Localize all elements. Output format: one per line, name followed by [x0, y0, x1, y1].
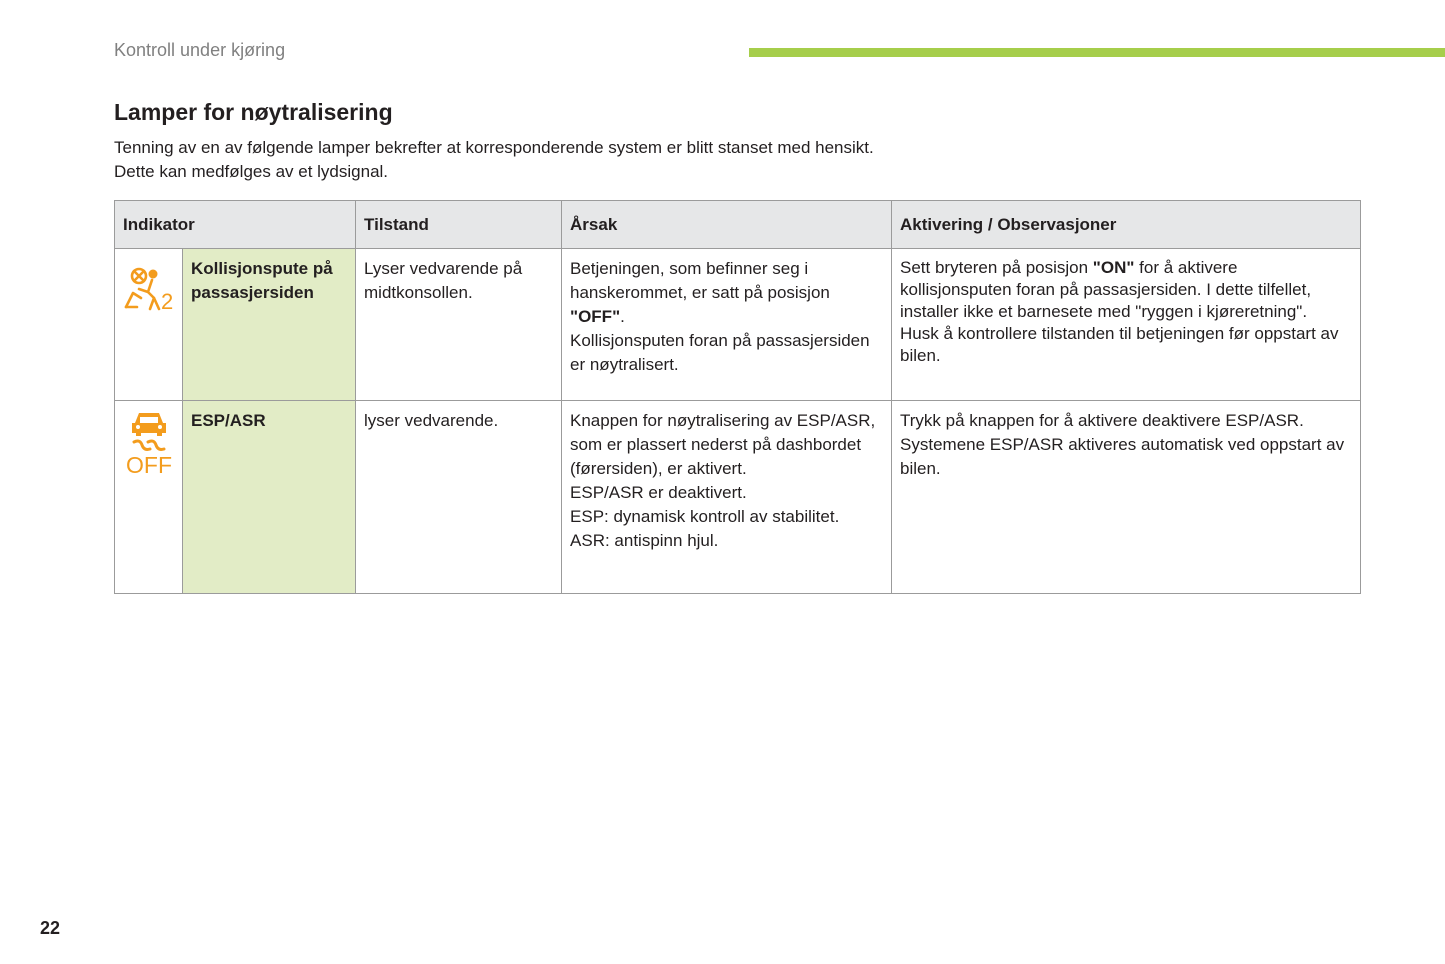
chapter-title: Kontroll under kjøring [114, 40, 286, 60]
cause-text-end: . [620, 307, 625, 326]
icon-cell [115, 401, 183, 594]
passenger-airbag-off-icon [121, 265, 177, 317]
header-state: Tilstand [356, 201, 562, 249]
cause-line-2: ESP/ASR er deaktivert. [570, 483, 747, 502]
table-row [115, 249, 1361, 401]
intro-text [114, 136, 874, 184]
page-number: 22 [40, 918, 61, 938]
seat-number-glyph: 2 [160, 289, 173, 314]
state-cell: lyser vedvarende. [356, 401, 562, 594]
intro-line-1: Tenning av en av følgende lamper bekrefter at korresponderende system er blitt stanset med hensikt. [114, 138, 874, 157]
cause-text: Betjeningen, som befinner seg i hanskerommet, er satt på posisjon [570, 259, 830, 302]
section-title: Lamper for nøytralisering [114, 99, 393, 125]
off-label: OFF [125, 452, 172, 477]
activation-text: Sett bryteren på posisjon [900, 258, 1093, 277]
table-row [115, 401, 1361, 594]
indicator-name: ESP/ASR [183, 401, 356, 594]
state-cell: Lyser vedvarende på midtkonsollen. [356, 249, 562, 401]
cause-cell [562, 401, 892, 594]
activation-line-1: Trykk på knappen for å aktivere deaktivere ESP/ASR. [900, 411, 1304, 430]
cause-line-3: ESP: dynamisk kontroll av stabilitet. [570, 507, 840, 526]
indicator-table [114, 200, 1361, 594]
icon-cell [115, 249, 183, 401]
activation-cell [892, 249, 1361, 401]
activation-cell [892, 401, 1361, 594]
header-accent-bar [749, 48, 1445, 57]
esp-off-icon [124, 409, 174, 477]
activation-text-cont: for å aktivere kollisjonsputen foran på passasjersiden. I dette tilfellet, installer ikke et barnesete med "ryggen i kjøreretning". [900, 258, 1312, 321]
activation-bold-value: "ON" [1092, 258, 1135, 277]
cause-text-2: Kollisjonsputen foran på passasjersiden er nøytralisert. [570, 331, 870, 374]
activation-text-2: Husk å kontrollere tilstanden til betjeningen før oppstart av bilen. [900, 324, 1339, 365]
cause-line-4: ASR: antispinn hjul. [570, 531, 719, 550]
header-indicator: Indikator [115, 201, 356, 249]
indicator-name: Kollisjonspute på passasjersiden [183, 249, 356, 401]
activation-line-2: Systemene ESP/ASR aktiveres automatisk ved oppstart av bilen. [900, 435, 1345, 478]
cause-line-1: Knappen for nøytralisering av ESP/ASR, som er plassert nederst på dashbordet (førersiden), er aktivert. [570, 411, 876, 478]
table-header-row [115, 201, 1361, 249]
cause-bold-value: "OFF" [570, 307, 621, 326]
intro-line-2: Dette kan medfølges av et lydsignal. [114, 162, 389, 181]
header-cause: Årsak [562, 201, 892, 249]
header-activation: Aktivering / Observasjoner [892, 201, 1361, 249]
cause-cell [562, 249, 892, 401]
